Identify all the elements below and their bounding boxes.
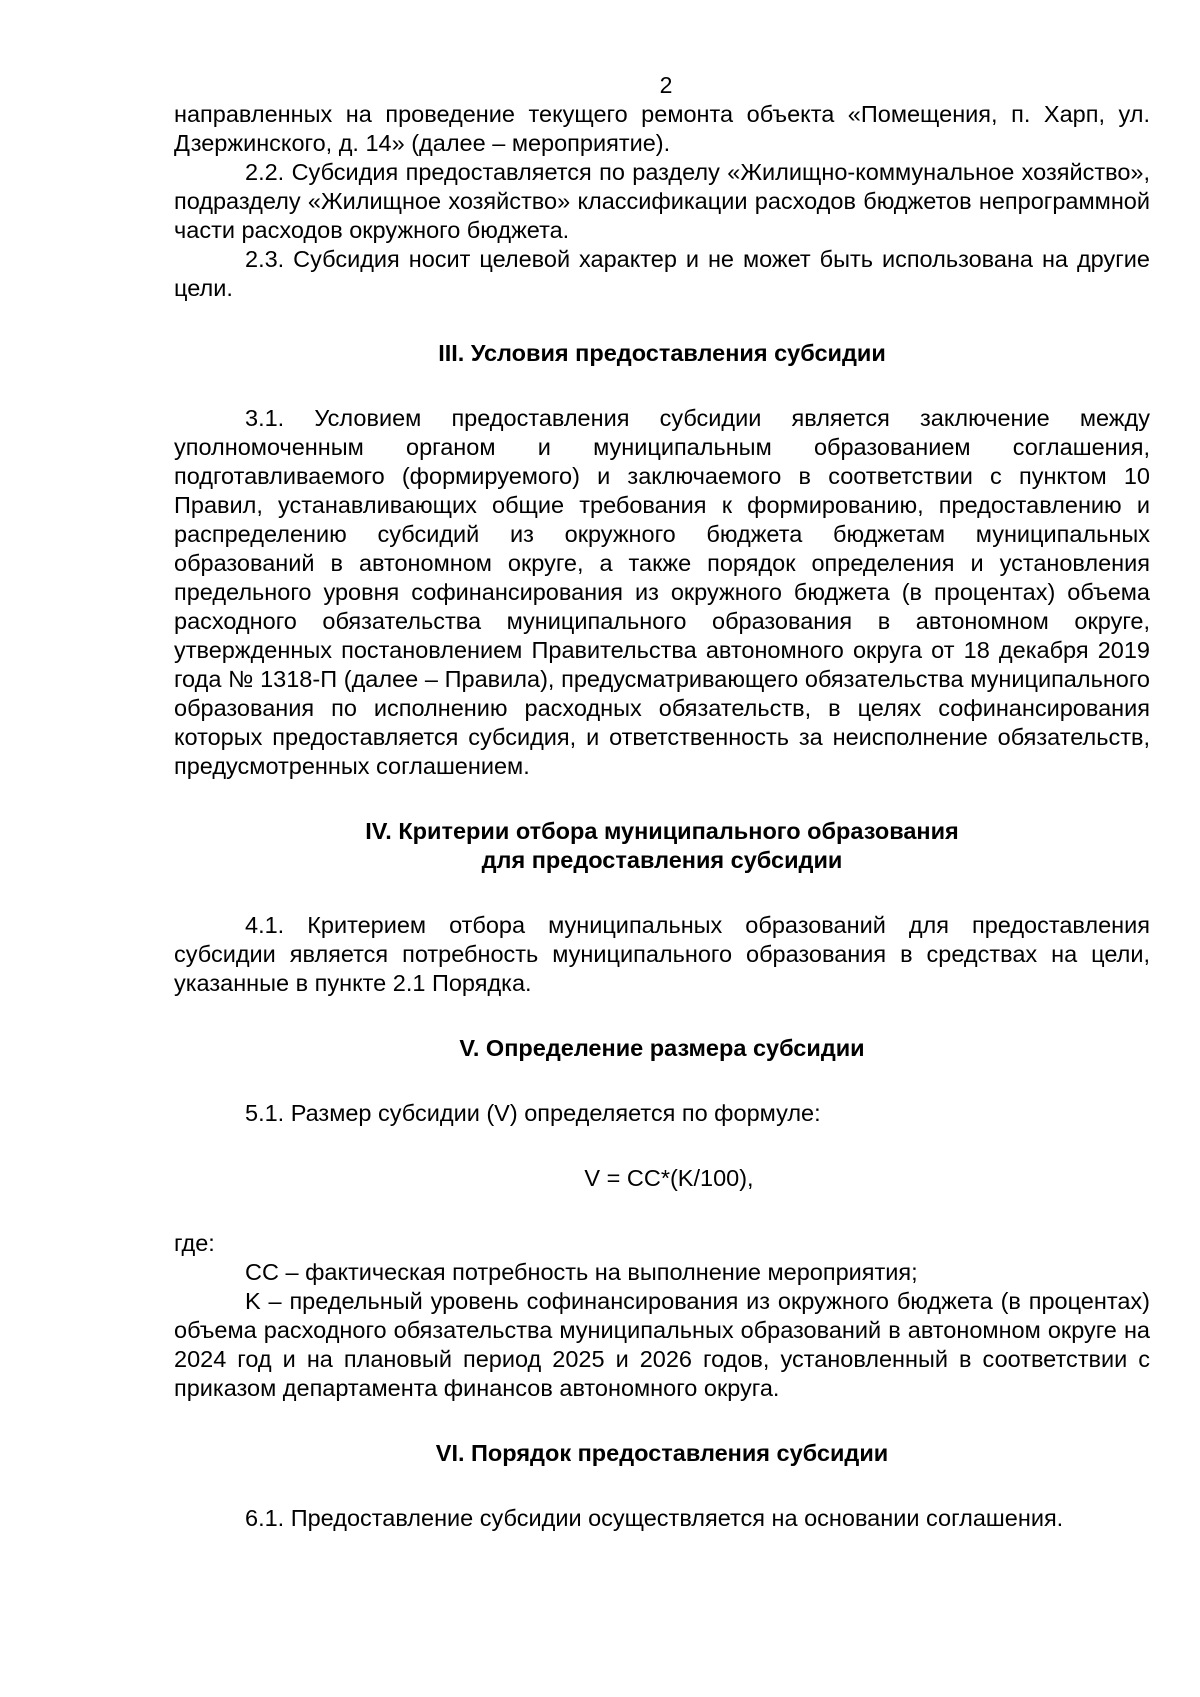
paragraph-2-2: 2.2. Субсидия предоставляется по разделу «Жилищно-коммунальное хозяйство», подразделу «Жилищное хозяйство» классификации расходов бюджетов непрограммной части расходов окружного бюджета. (174, 159, 1150, 243)
paragraph-where: где: (174, 1230, 215, 1256)
spacer (174, 1063, 1150, 1099)
spacer (174, 875, 1150, 911)
paragraph-intro-continued: направленных на проведение текущего ремонта объекта «Помещения, п. Харп, ул. Дзержинского, д. 14» (далее – мероприятие). (174, 101, 1150, 156)
paragraph-k-definition: K – предельный уровень софинансирования из окружного бюджета (в процентах) объема расходного обязательства муниципальных образований в автономном округе на 2024 год и на плановый период 2025 и 2026 годов, установленный в соответствии с приказом департамента финансов автономного округа. (174, 1288, 1150, 1401)
section-heading-4-line1: IV. Критерии отбора муниципального образования (365, 818, 959, 844)
paragraph-4-1: 4.1. Критерием отбора муниципальных образований для предоставления субсидии является потребность муниципального образования в средствах на цели, указанные в пункте 2.1 Порядка. (174, 912, 1150, 996)
spacer (174, 998, 1150, 1034)
section-heading-5: V. Определение размера субсидии (459, 1035, 865, 1061)
spacer (174, 781, 1150, 817)
paragraph-2-3: 2.3. Субсидия носит целевой характер и не может быть использована на другие цели. (174, 246, 1150, 301)
section-heading-4-line2: для предоставления субсидии (481, 847, 843, 873)
paragraph-5-1: 5.1. Размер субсидии (V) определяется по формуле: (245, 1100, 821, 1126)
spacer (174, 1468, 1150, 1504)
spacer (174, 1403, 1150, 1439)
paragraph-6-1: 6.1. Предоставление субсидии осуществляется на основании соглашения. (245, 1505, 1064, 1531)
section-heading-3: III. Условия предоставления субсидии (438, 340, 886, 366)
spacer (174, 1128, 1150, 1164)
paragraph-cc-definition: CC – фактическая потребность на выполнение мероприятия; (245, 1259, 918, 1285)
section-heading-6: VI. Порядок предоставления субсидии (435, 1440, 889, 1466)
page-number: 2 (659, 72, 673, 98)
paragraph-3-1: 3.1. Условием предоставления субсидии является заключение между уполномоченным органом и муниципальным образованием соглашения, подготавливаемого (формируемого) и заключаемого в соответствии с пунктом 10 Правил, устанавливающих общие требования к формированию, предоставлению и распределению субсидий из окружного бюджета бюджетам муниципальных образований в автономном округе, а также порядок определения и установления предельного уровня софинансирования из окружного бюджета (в процентах) объема расходного обязательства муниципального образования в автономном округе, утвержденных постановлением Правительства автономного округа от 18 декабря 2019 года № 1318-П (далее – Правила), предусматривающего обязательства муниципального образования по исполнению расходных обязательств, в целях софинансирования которых предоставляется субсидия, и ответственность за неисполнение обязательств, предусмотренных соглашением. (174, 405, 1150, 779)
spacer (174, 303, 1150, 339)
subsidy-formula: V = CC*(K/100), (584, 1165, 754, 1191)
document-page (174, 0, 1150, 1533)
spacer (174, 1193, 1150, 1229)
spacer (174, 368, 1150, 404)
